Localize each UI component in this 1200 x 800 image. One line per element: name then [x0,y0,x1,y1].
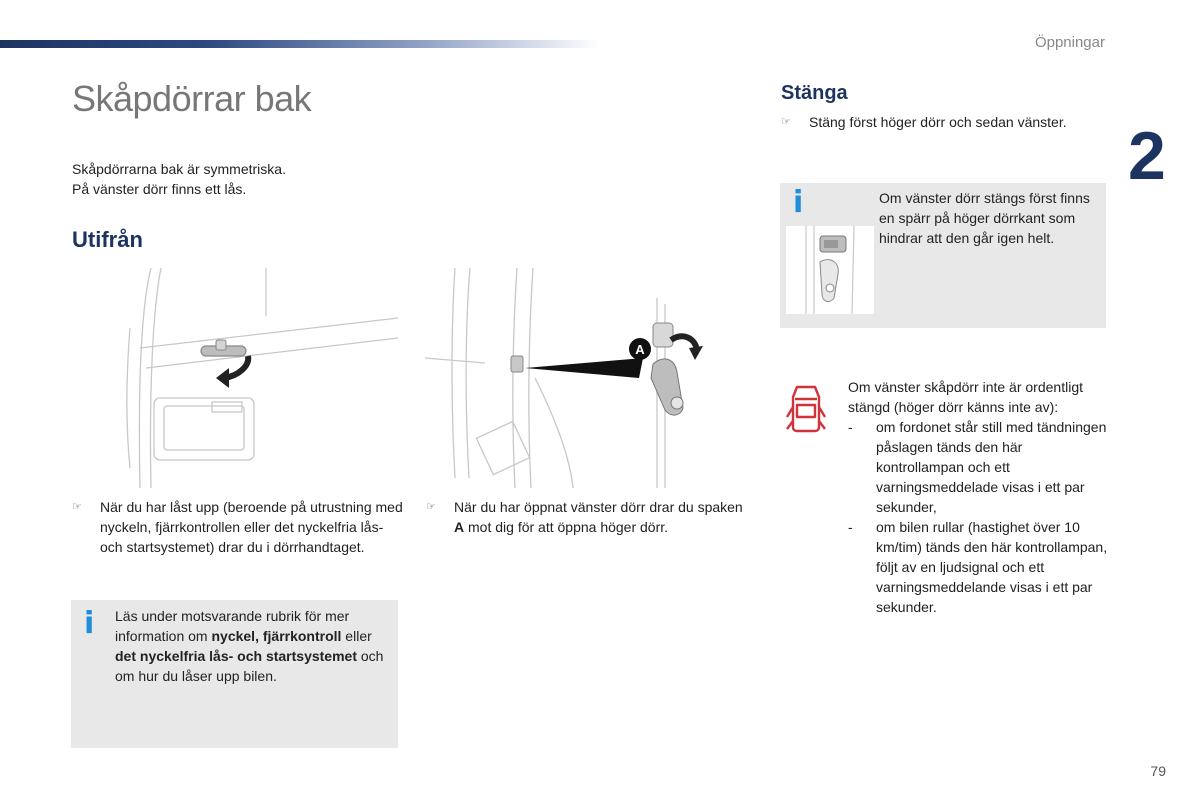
bullet-marker-icon: ☞ [781,116,791,128]
door-handle-illustration [116,268,398,488]
chapter-number: 2 [1128,118,1166,194]
warning-item-moving [848,517,1108,617]
intro-line-2: På vänster dörr finns ett lås. [72,181,247,197]
lever-a-label: A [635,342,645,357]
bullet-marker-icon: ☞ [426,501,436,513]
section-label: Öppningar [1034,34,1105,51]
heading-outside: Utifrån [72,227,143,252]
latch-thumbnail [786,226,874,314]
dash-marker: - [848,519,853,535]
bullet-lever-label: A [454,519,465,535]
page-title: Skåpdörrar bak [72,78,312,119]
dash-marker: - [848,419,853,435]
warning-intro: Om vänster skåpdörr inte är ordentligt stängd (höger dörr känns inte av): [848,379,1083,415]
lever-a-illustration [425,268,707,488]
header-gradient-bar [0,40,600,48]
info-bold-keyless: det nyckelfria lås- och startsystemet [115,648,357,664]
warning-text [848,377,1108,617]
info-text-part: eller [341,628,372,644]
bullet-unlock-text: När du har låst upp (beroende på utrustning med nyckeln, fjärrkontrollen eller det nyckelfria lås- och startsystemet) drar du i dörrhandtaget. [100,499,403,555]
car-door-open-warning-icon [785,383,827,440]
info-box-latch [780,183,1106,328]
info-bold-key: nyckel, fjärrkontroll [211,628,342,644]
bullet-lever-text-pre: När du har öppnat vänster dörr drar du spaken [454,499,743,515]
info-text-part: och om hur du låser upp bilen. [115,648,384,684]
warning-item-stationary [848,417,1108,517]
bullet-marker-icon: ☞ [72,501,82,513]
warning-item-moving-text: om bilen rullar (hastighet över 10 km/tim) tänds den här kontrollampan, följt av en ljudsignal och ett varningsmeddelande visas i ett par sekunder. [876,519,1108,615]
bullet-close [781,112,1111,132]
info-box-latch-text: Om vänster dörr stängs först finns en spärr på höger dörrkant som hindrar att den går igen helt. [879,190,1090,246]
info-box-remote [71,600,398,748]
intro-text [72,159,286,199]
info-box-remote-text [115,606,389,686]
heading-close: Stänga [781,82,848,104]
page-number: 79 [1150,763,1166,779]
intro-line-1: Skåpdörrarna bak är symmetriska. [72,161,286,177]
info-icon: i [84,606,95,641]
bullet-lever [426,497,756,537]
warning-item-stationary-text: om fordonet står still med tändningen påslagen tänds den här kontrollampan och ett varningsmeddelade visas i ett par sekunder, [876,419,1107,515]
info-text-part: Läs under motsvarande rubrik för mer information om [115,608,350,644]
bullet-unlock [72,497,407,557]
bullet-lever-text-post: mot dig för att öppna höger dörr. [464,519,669,535]
info-icon: i [793,185,804,220]
bullet-close-text: Stäng först höger dörr och sedan vänster. [809,114,1067,130]
